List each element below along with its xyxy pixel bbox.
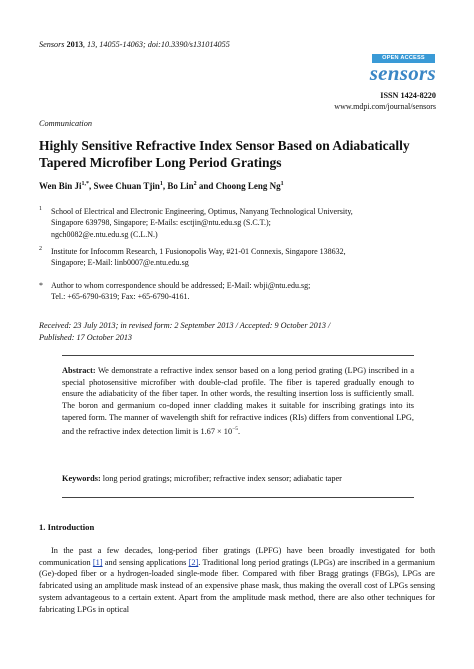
- dates-line-1: Received: 23 July 2013; in revised form: 2 September 2013 / Accepted: 9 October 2013 /: [39, 321, 331, 330]
- abstract-end: .: [237, 426, 241, 436]
- author-affil-sup: 2: [193, 181, 197, 187]
- author-name: Bo Lin: [167, 181, 194, 191]
- affiliation-line: Institute for Infocomm Research, 1 Fusionopolis Way, #21-01 Connexis, Singapore 138632,: [51, 247, 346, 256]
- abstract-label: Abstract:: [62, 366, 96, 375]
- keywords: [62, 474, 414, 483]
- keywords-text: long period gratings; microfiber; refractive index sensor; adiabatic taper: [102, 474, 342, 483]
- affiliation-line: Singapore; E-Mail: linb0007@e.ntu.edu.sg: [51, 258, 189, 268]
- citation-year: 2013: [66, 40, 83, 49]
- section-heading: 1. Introduction: [39, 522, 95, 532]
- affiliation-number: 2: [39, 246, 42, 252]
- citation-line: [39, 40, 230, 49]
- reference-link-1[interactable]: [1]: [92, 557, 103, 567]
- citation-journal: Sensors: [39, 40, 65, 49]
- author-separator: and: [196, 181, 216, 191]
- introduction-paragraph: [39, 545, 435, 615]
- abstract-text: We demonstrate a refractive index sensor based on a long period grating (LPG) inscribed in a special photosensitive microfiber with double-clad profile. The fiber is tapered gradually enough to ensure the adiabaticity of the fiber taper. In other words, the resulting insertion loss is sufficiently small. The boron and germanium co-doped inner cladding makes it suitable for inscribing gratings into its tapered form. The manner of wavelength shift for refractive indices (RIs) differs from conventional LPG, and the refractive index detection limit is 1.67 × 10: [62, 366, 414, 436]
- publication-dates: [39, 320, 439, 343]
- keywords-label: Keywords:: [62, 474, 101, 483]
- affiliation-line: Author to whom correspondence should be addressed; E-Mail: wbji@ntu.edu.sg;: [51, 281, 311, 290]
- paragraph-text: . Traditional long period gratings (LPGs) are inscribed in a germanium (Ge)-doped fiber or a hydrogen-loaded single-mode fiber. Compared with fiber Bragg gratings (FBGs), LPGs are fabricated using an amplitude mask instead of an expensive phase mask, thus making the overall cost of LPGs sensing system advantageous to a certain extent. Apart from the amplitude mask method, there are also other techniques for fabricating LPGs in optical: [39, 557, 436, 614]
- affiliation-line: ngch0082@e.ntu.edu.sg (C.L.N.): [51, 229, 158, 239]
- affiliation-line: School of Electrical and Electronic Engineering, Optimus, Nanyang Technological University,: [51, 207, 353, 216]
- author-separator: ,: [89, 181, 94, 191]
- dates-line-2: Published: 17 October 2013: [39, 332, 133, 342]
- affiliation-line: Singapore 639798, Singapore; E-Mails: esctjin@ntu.edu.sg (S.C.T.);: [51, 218, 271, 228]
- paper-title: Highly Sensitive Refractive Index Sensor Based on Adiabatically Tapered Microfiber Long Period Gratings: [39, 138, 410, 170]
- author-affil-sup: 1,*: [81, 181, 90, 187]
- issn: ISSN 1424-8220: [380, 91, 436, 100]
- abstract-top-rule: [62, 355, 414, 356]
- author-affil-sup: 1: [159, 181, 163, 187]
- affiliation-number: 1: [39, 206, 42, 212]
- journal-website[interactable]: www.mdpi.com/journal/sensors: [334, 102, 436, 111]
- open-access-badge: OPEN ACCESS: [372, 54, 435, 63]
- citation-rest: , 13, 14055-14063; doi:10.3390/s131014055: [82, 40, 230, 49]
- paragraph-text: In the past a few decades, long-period fiber gratings (LPFG) have been broadly investigated for both communication: [39, 546, 435, 567]
- author-name: Swee Chuan Tjin: [93, 181, 160, 191]
- author-separator: ,: [162, 181, 168, 191]
- author-affil-sup: 1: [280, 181, 284, 187]
- author-list: [39, 181, 284, 191]
- abstract: [62, 365, 414, 437]
- paragraph-text: and sensing applications: [102, 557, 189, 567]
- article-type: Communication: [39, 119, 93, 128]
- journal-logo: sensors: [369, 61, 436, 85]
- reference-link-2[interactable]: [2]: [188, 557, 199, 567]
- affiliation-line: Tel.: +65-6790-6319; Fax: +65-6790-4161.: [51, 292, 190, 302]
- abstract-exponent: −5: [232, 425, 238, 432]
- author-name: Wen Bin Ji: [39, 181, 82, 191]
- abstract-bottom-rule: [62, 497, 414, 498]
- corresponding-marker: *: [39, 281, 43, 290]
- author-name: Choong Leng Ng: [215, 181, 281, 191]
